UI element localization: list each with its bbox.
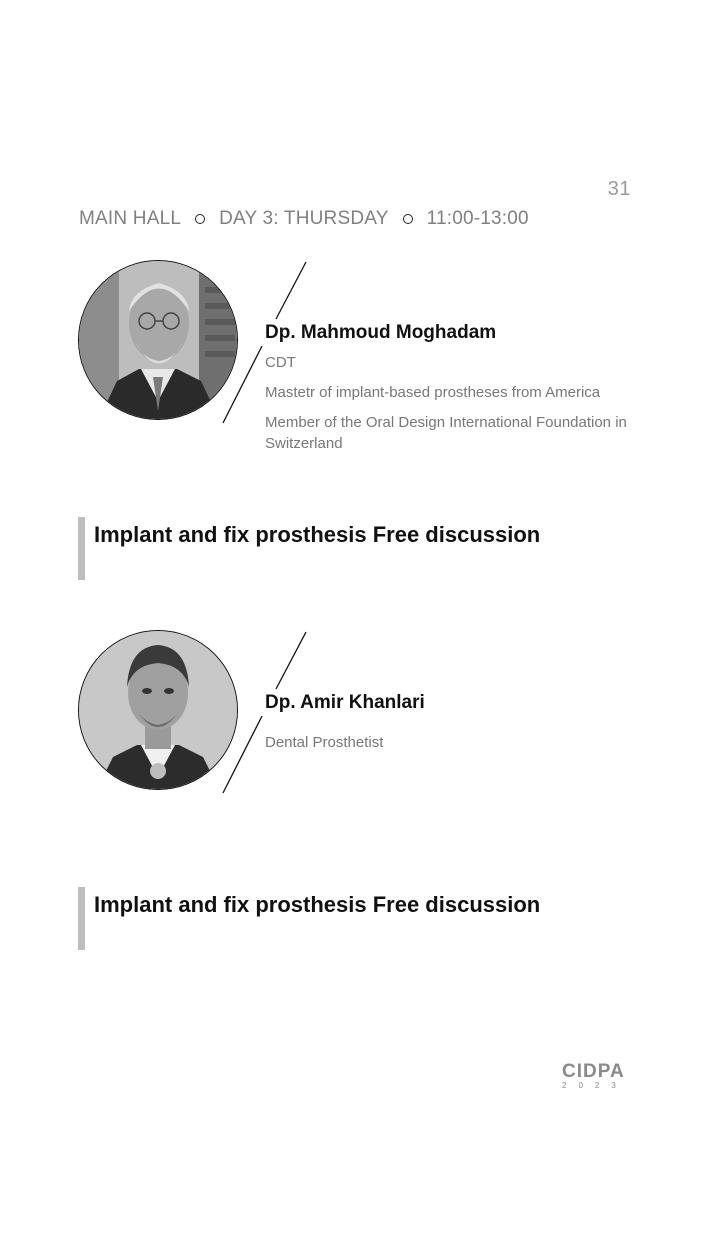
presentation-topic bbox=[78, 517, 638, 580]
page-number: 31 bbox=[607, 178, 631, 200]
separator-dot-icon bbox=[403, 214, 413, 224]
speaker-photo-image bbox=[79, 631, 237, 789]
session-time: 11:00-13:00 bbox=[426, 208, 529, 229]
logo-wordmark: CIDPA bbox=[562, 1061, 625, 1082]
speaker-photo bbox=[78, 260, 238, 420]
session-day: DAY 3: THURSDAY bbox=[219, 208, 389, 229]
speaker-credential: Member of the Oral Design International Foundation in Switzerland bbox=[265, 414, 627, 452]
cidpa-logo bbox=[562, 1062, 632, 1090]
speaker-name: Dp. Mahmoud Moghadam bbox=[265, 322, 497, 343]
speaker-info bbox=[265, 692, 640, 762]
logo-year: 2023 bbox=[562, 1081, 628, 1090]
topic-title: Implant and fix prosthesis Free discussion bbox=[94, 892, 541, 917]
speaker-photo-image bbox=[79, 261, 237, 419]
speaker-card bbox=[78, 260, 638, 460]
session-info bbox=[79, 208, 529, 230]
session-hall: MAIN HALL bbox=[79, 208, 182, 229]
speaker-credential: Mastetr of implant-based prostheses from America bbox=[265, 384, 601, 401]
speaker-credential: Dental Prosthetist bbox=[265, 734, 384, 751]
separator-dot-icon bbox=[195, 214, 205, 224]
presentation-topic bbox=[78, 887, 638, 950]
speaker-photo bbox=[78, 630, 238, 790]
speaker-card bbox=[78, 630, 638, 830]
speaker-info bbox=[265, 322, 640, 463]
topic-title: Implant and fix prosthesis Free discussion bbox=[94, 522, 541, 547]
speaker-credential: CDT bbox=[265, 354, 296, 371]
speaker-name: Dp. Amir Khanlari bbox=[265, 692, 425, 713]
